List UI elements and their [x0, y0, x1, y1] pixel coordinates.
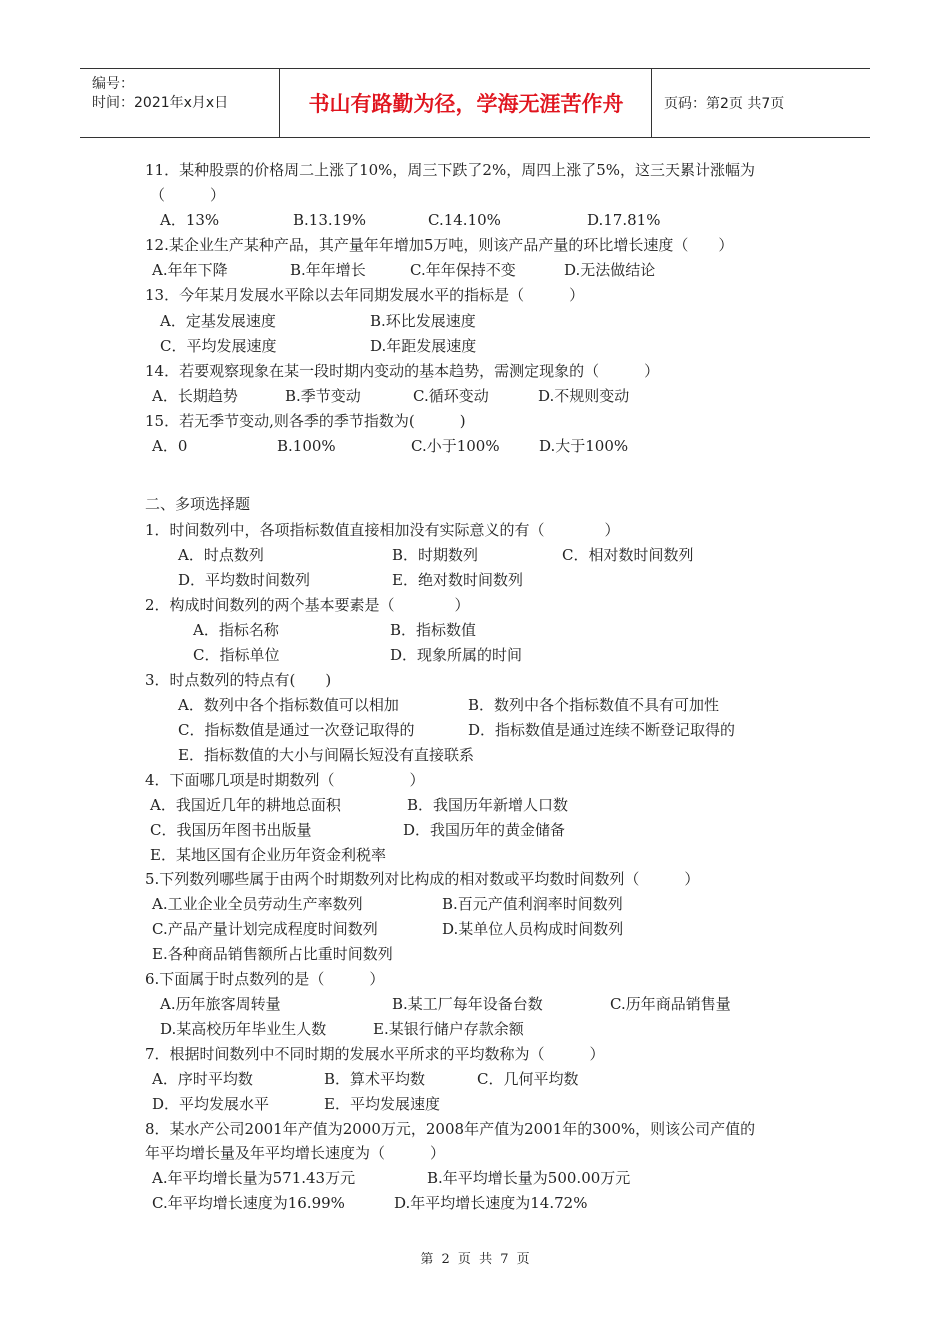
m5-option-a: A.工业企业全员劳动生产率数列 [152, 895, 363, 913]
footer-page-number: 2 [441, 1252, 450, 1267]
m3-option-d: D．指标数值是通过连续不断登记取得的 [468, 721, 736, 739]
q12-option-a: A.年年下降 [152, 261, 228, 279]
m3-option-a: A．数列中各个指标数值可以相加 [178, 696, 399, 714]
section-title: 二、多项选择题 [145, 495, 251, 513]
m2-option-b: B．指标数值 [390, 621, 477, 639]
q11-stem: 11．某种股票的价格周二上涨了10%，周三下跌了2%，周四上涨了5%，这三天累计涨幅为 [145, 161, 756, 179]
m6-option-c: C.历年商品销售量 [610, 995, 731, 1013]
m4-option-d: D．我国历年的黄金储备 [403, 821, 566, 839]
m3-option-c: C．指标数值是通过一次登记取得的 [178, 721, 415, 739]
m4-option-a: A．我国近几年的耕地总面积 [150, 796, 341, 814]
q15-option-d: D.大于100% [539, 437, 629, 455]
m5-option-d: D.某单位人员构成时间数列 [442, 920, 624, 938]
m4-option-c: C．我国历年图书出版量 [150, 821, 312, 839]
m2-stem: 2．构成时间数列的两个基本要素是（ ） [145, 596, 470, 614]
m1-stem: 1．时间数列中，各项指标数值直接相加没有实际意义的有（ ） [145, 521, 620, 539]
m7-option-c: C．几何平均数 [477, 1070, 579, 1088]
m2-option-a: A．指标名称 [193, 621, 279, 639]
q13-option-b: B.环比发展速度 [370, 312, 476, 330]
q12-stem: 12.某企业生产某种产品，其产量年年增加5万吨，则该产品产量的环比增长速度（ ） [145, 236, 734, 254]
q12-option-b: B.年年增长 [290, 261, 366, 279]
q15-stem: 15．若无季节变动,则各季的季节指数为( ) [145, 412, 466, 430]
m5-stem: 5.下列数列哪些属于由两个时期数列对比构成的相对数或平均数时间数列（ ） [145, 870, 700, 888]
q11-option-b: B.13.19% [293, 211, 366, 229]
q14-stem: 14．若要观察现象在某一段时期内变动的基本趋势，需测定现象的（ ） [145, 362, 660, 380]
m8-option-d: D.年平均增长速度为14.72% [394, 1194, 588, 1212]
q14-option-a: A．长期趋势 [152, 387, 238, 405]
m5-option-e: E.各种商品销售额所占比重时间数列 [152, 945, 393, 963]
q11-option-d: D.17.81% [587, 211, 661, 229]
m3-option-e: E．指标数值的大小与间隔长短没有直接联系 [178, 746, 474, 764]
m4-option-e: E．某地区国有企业历年资金利税率 [150, 846, 386, 864]
m8-option-b: B.年平均增长量为500.00万元 [427, 1169, 631, 1187]
m8-stem-line2: 年平均增长量及年平均增长速度为（ ） [145, 1144, 446, 1162]
m7-option-d: D．平均发展水平 [152, 1095, 270, 1113]
m1-option-e: E．绝对数时间数列 [392, 571, 523, 589]
m3-stem: 3．时点数列的特点有( ) [145, 671, 332, 689]
page-footer [0, 1248, 950, 1267]
q15-option-c: C.小于100% [411, 437, 500, 455]
header-page-label: 页码：第2页 共7页 [664, 96, 785, 112]
q13-option-a: A．定基发展速度 [160, 312, 276, 330]
q15-option-b: B.100% [277, 437, 336, 455]
m6-option-e: E.某银行储户存款余额 [373, 1020, 524, 1038]
q13-option-c: C．平均发展速度 [160, 337, 277, 355]
q11-blank: （ ） [150, 186, 226, 204]
footer-total-pages: 7 [500, 1252, 509, 1267]
q14-option-b: B.季节变动 [285, 387, 361, 405]
footer-ye2: 页 [516, 1252, 530, 1267]
m8-option-c: C.年平均增长速度为16.99% [152, 1194, 345, 1212]
m5-option-b: B.百元产值利润率时间数列 [442, 895, 623, 913]
m7-stem: 7．根据时间数列中不同时期的发展水平所求的平均数称为（ ） [145, 1045, 605, 1063]
q14-option-d: D.不规则变动 [538, 387, 630, 405]
m1-option-d: D．平均数时间数列 [178, 571, 311, 589]
m4-option-b: B．我国历年新增人口数 [407, 796, 569, 814]
m6-stem: 6.下面属于时点数列的是（ ） [145, 970, 385, 988]
page-header [80, 68, 870, 138]
footer-ye: 页 [457, 1252, 471, 1267]
m7-option-a: A．序时平均数 [152, 1070, 253, 1088]
m2-option-d: D．现象所属的时间 [390, 646, 523, 664]
code-label: 编号： [92, 76, 134, 92]
q14-option-c: C.循环变动 [413, 387, 489, 405]
q15-option-a: A．0 [152, 437, 188, 455]
m2-option-c: C．指标单位 [193, 646, 280, 664]
footer-gong: 共 [479, 1252, 493, 1267]
q12-option-d: D.无法做结论 [564, 261, 656, 279]
m1-option-a: A．时点数列 [178, 546, 264, 564]
m7-option-b: B．算术平均数 [324, 1070, 426, 1088]
m6-option-d: D.某高校历年毕业生人数 [160, 1020, 327, 1038]
m7-option-e: E．平均发展速度 [324, 1095, 440, 1113]
m4-stem: 4．下面哪几项是时期数列（ ） [145, 771, 425, 789]
footer-di: 第 [420, 1252, 434, 1267]
m1-option-c: C．相对数时间数列 [562, 546, 694, 564]
m1-option-b: B．时期数列 [392, 546, 479, 564]
m3-option-b: B．数列中各个指标数值不具有可加性 [468, 696, 720, 714]
header-motto: 书山有路勤为径，学海无涯苦作舟 [281, 69, 652, 137]
q11-option-a: A．13% [160, 211, 220, 229]
m6-option-b: B.某工厂每年设备台数 [392, 995, 543, 1013]
m8-stem-line1: 8．某水产公司2001年产值为2000万元，2008年产值为2001年的300%，则该公司产值的 [145, 1120, 756, 1138]
q11-option-c: C.14.10% [428, 211, 501, 229]
q13-stem: 13．今年某月发展水平除以去年同期发展水平的指标是（ ） [145, 286, 585, 304]
m8-option-a: A.年平均增长量为571.43万元 [152, 1169, 356, 1187]
time-label: 时间：2021年x月x日 [92, 95, 229, 111]
q12-option-c: C.年年保持不变 [410, 261, 516, 279]
m6-option-a: A.历年旅客周转量 [160, 995, 281, 1013]
q13-option-d: D.年距发展速度 [370, 337, 477, 355]
m5-option-c: C.产品产量计划完成程度时间数列 [152, 920, 378, 938]
header-meta [80, 69, 280, 137]
